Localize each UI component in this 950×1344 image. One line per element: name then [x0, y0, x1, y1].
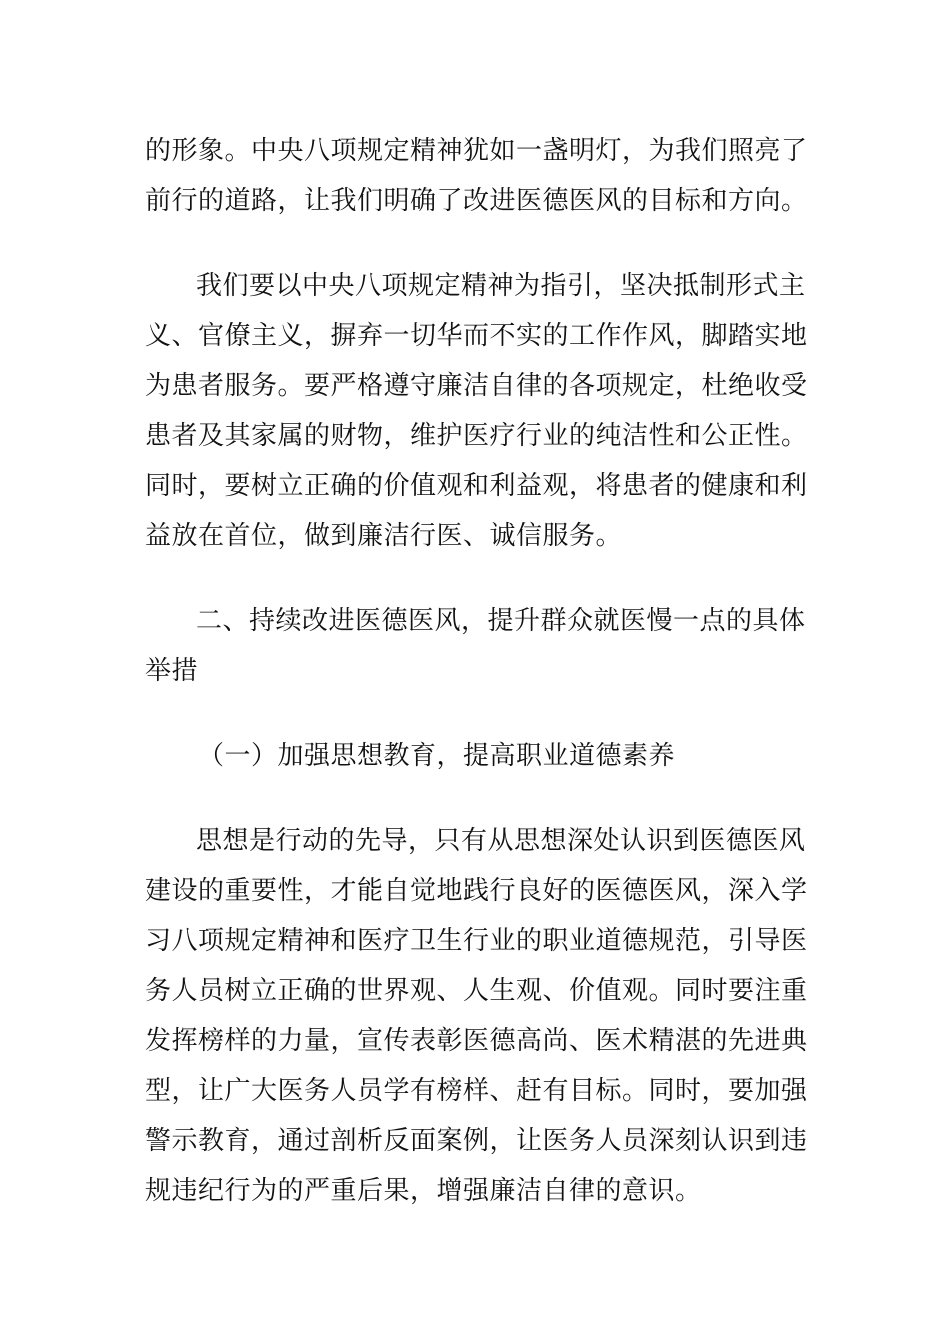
section-heading-line: 举措: [145, 656, 199, 686]
text-line: 患者及其家属的财物，维护医疗行业的纯洁性和公正性。: [145, 421, 808, 451]
subsection-heading: （一）加强思想教育，提高职业道德素养: [198, 741, 676, 771]
text-line: 发挥榜样的力量，宣传表彰医德高尚、医术精湛的先进典: [145, 1026, 808, 1056]
text-line: 同时，要树立正确的价值观和利益观，将患者的健康和利: [145, 471, 808, 501]
text-line: 习八项规定精神和医疗卫生行业的职业道德规范，引导医: [145, 926, 808, 956]
text-line: 建设的重要性，才能自觉地践行良好的医德医风，深入学: [145, 876, 808, 906]
text-line: 义、官僚主义，摒弃一切华而不实的工作作风，脚踏实地: [145, 321, 808, 351]
text-line: 前行的道路，让我们明确了改进医德医风的目标和方向。: [145, 186, 808, 216]
text-line: 的形象。中央八项规定精神犹如一盏明灯，为我们照亮了: [145, 136, 808, 166]
text-line: 为患者服务。要严格遵守廉洁自律的各项规定，杜绝收受: [145, 371, 808, 401]
text-line: 规违纪行为的严重后果，增强廉洁自律的意识。: [145, 1176, 702, 1206]
text-line: 警示教育，通过剖析反面案例，让医务人员深刻认识到违: [145, 1126, 808, 1156]
text-line: 益放在首位，做到廉洁行医、诚信服务。: [145, 521, 623, 551]
text-line: 务人员树立正确的世界观、人生观、价值观。同时要注重: [145, 976, 808, 1006]
section-heading-line: 二、持续改进医德医风，提升群众就医慢一点的具体: [196, 606, 806, 636]
text-line: 我们要以中央八项规定精神为指引，坚决抵制形式主: [196, 271, 806, 301]
text-line: 思想是行动的先导，只有从思想深处认识到医德医风: [196, 826, 806, 856]
text-line: 型，让广大医务人员学有榜样、赶有目标。同时，要加强: [145, 1076, 808, 1106]
